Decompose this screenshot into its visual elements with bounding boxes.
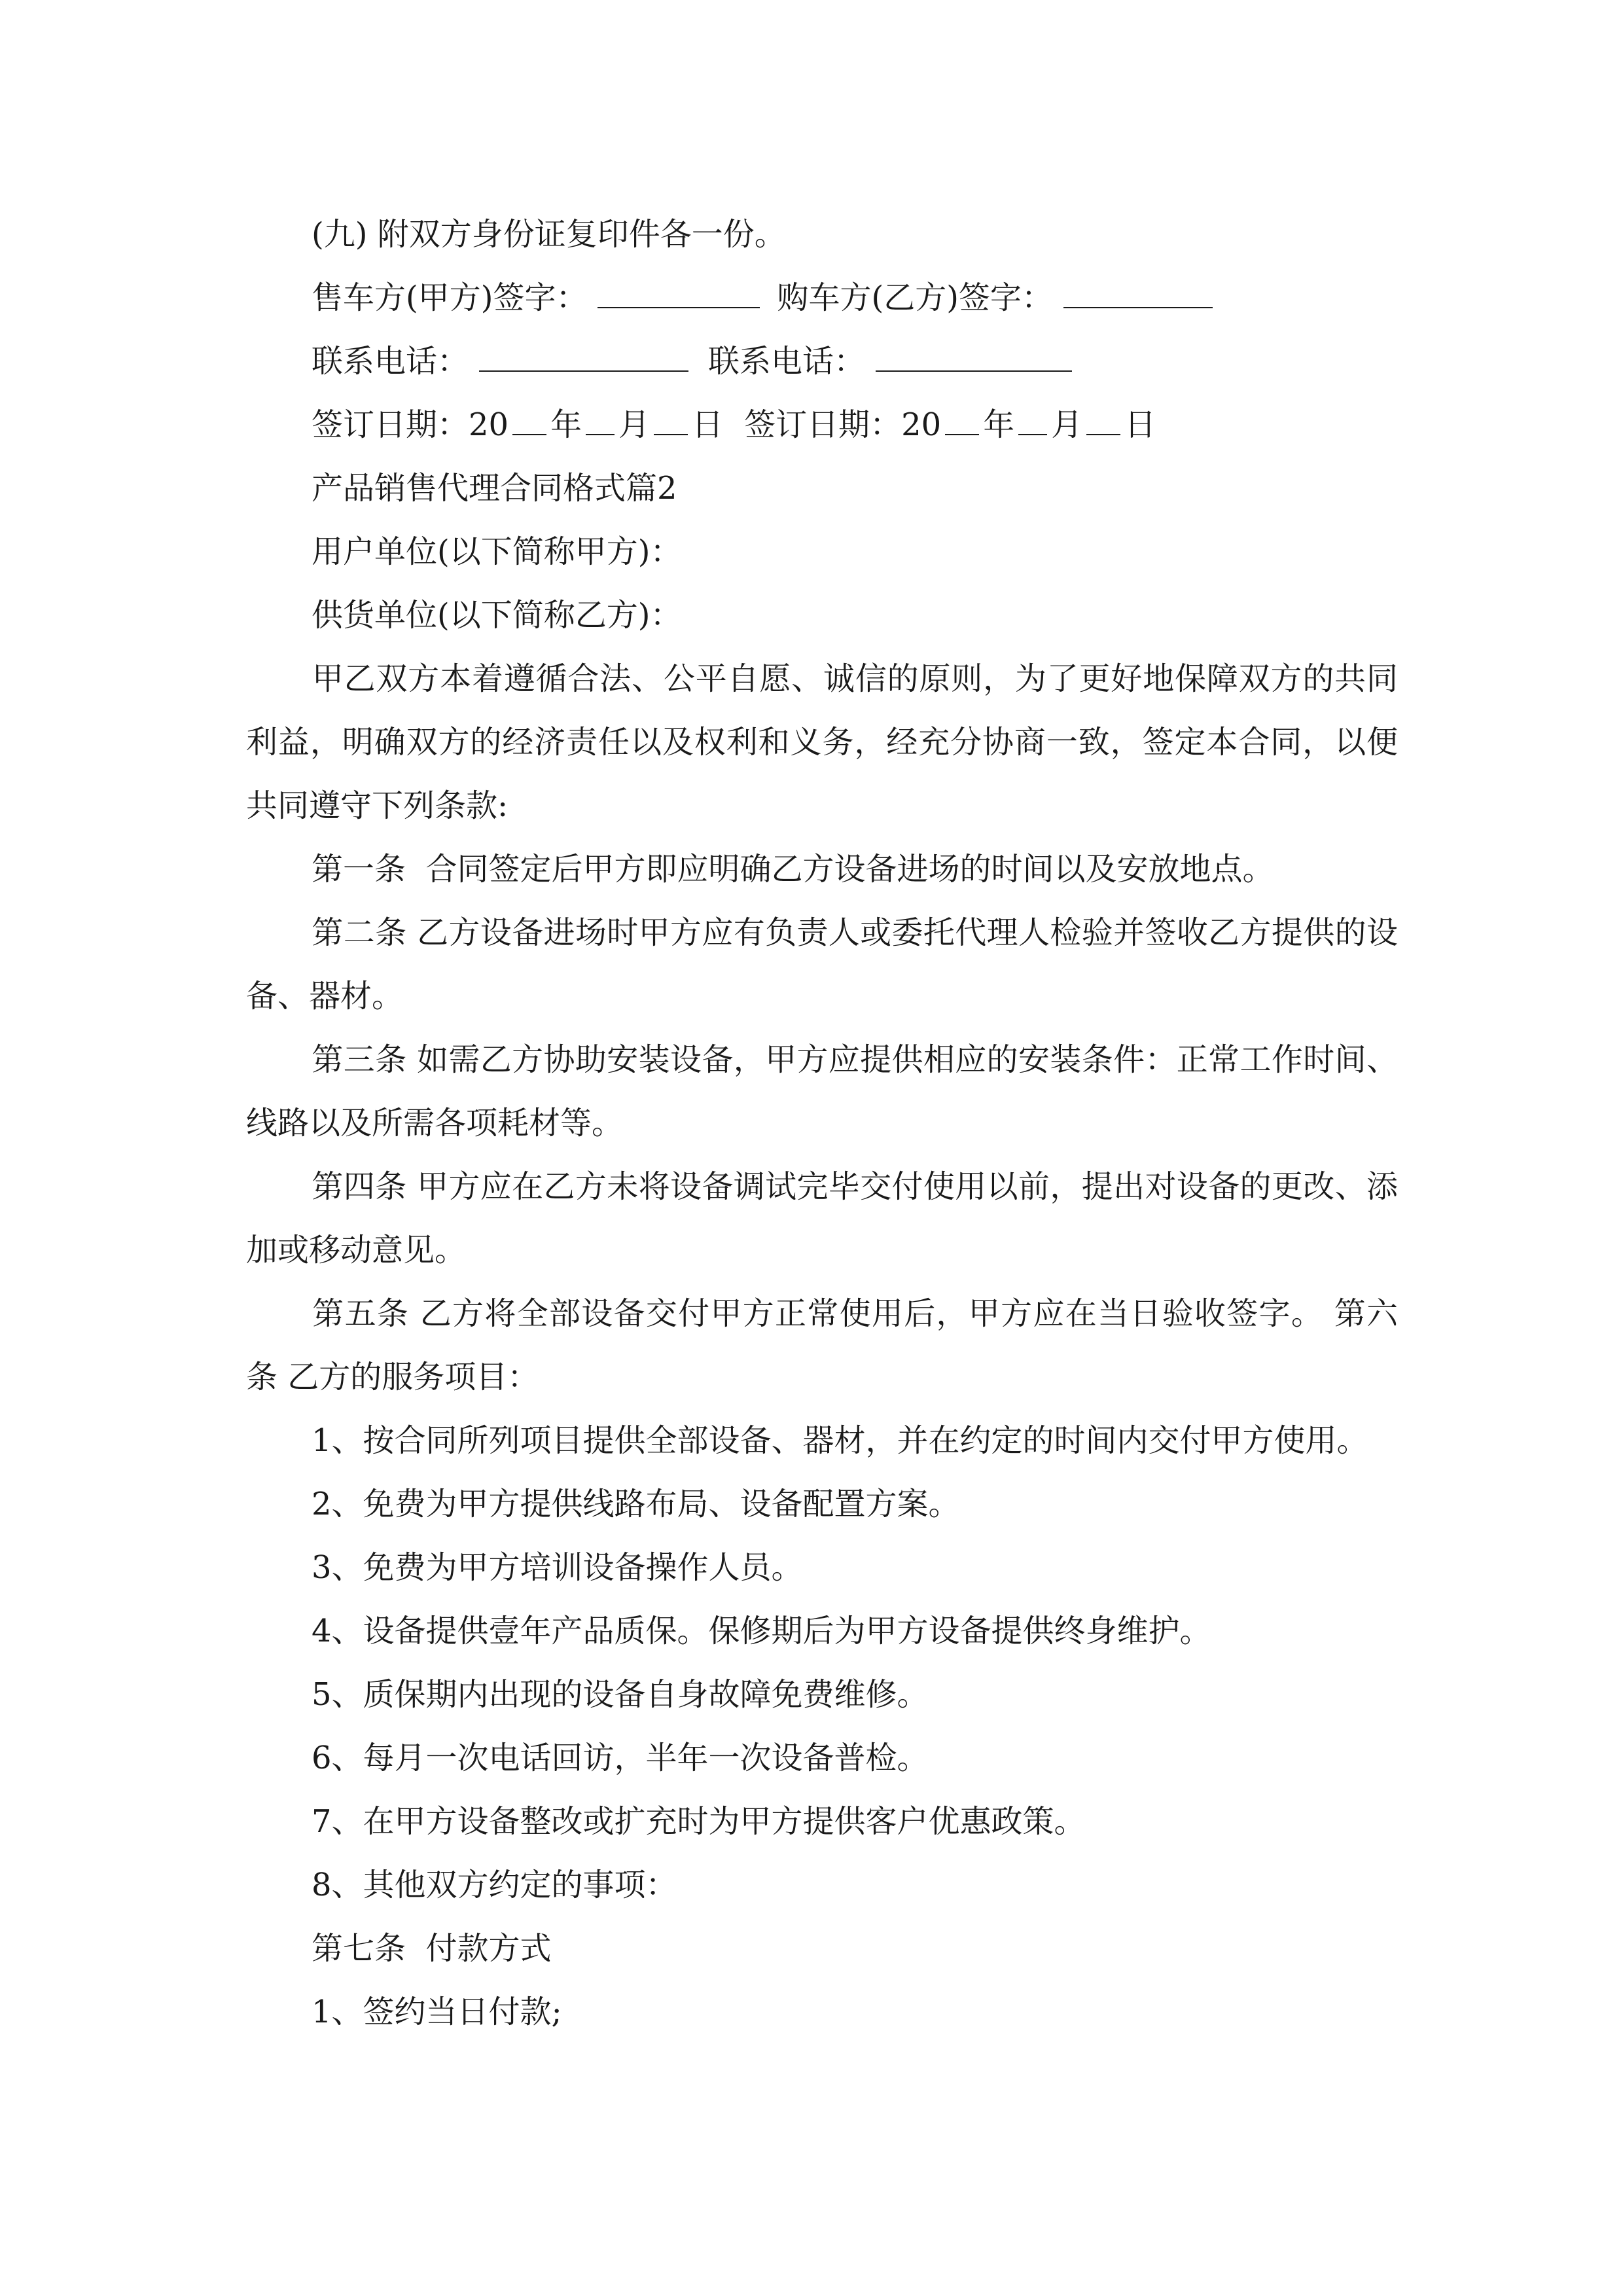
article-4 [246,1155,1398,1282]
date-month-blank-a[interactable] [586,409,615,435]
document-body [246,203,1398,2044]
phone-blank-a[interactable] [479,346,688,372]
buyer-sign-blank[interactable] [1063,282,1213,308]
article-5 [246,1282,1398,1409]
phone-line [246,330,1398,393]
date-line [246,393,1398,457]
user-unit-line: 用户单位(以下简称甲方)： [312,533,682,570]
service-item-7: 7、在甲方设备整改或扩充时为甲方提供客户优惠政策。 [312,1803,1086,1840]
signature-line [246,266,1398,330]
date-month-a: 月 [618,406,651,443]
date-day-b: 日 [1124,406,1156,443]
intro-text: 甲乙双方本着遵循合法、公平自愿、诚信的原则，为了更好地保障双方的共同利益，明确双方的经济责任以及权利和义务，经充分协商一致，签定本合同，以便共同遵守下列条款: [246,660,1398,824]
service-item-4: 4、设备提供壹年产品质保。保修期后为甲方设备提供终身维护。 [312,1613,1211,1649]
date-year-b: 年 [983,406,1015,443]
phone-blank-b[interactable] [876,346,1072,372]
seller-sign-blank[interactable] [597,282,760,308]
date-year-a: 年 [550,406,582,443]
service-item-8: 8、其他双方约定的事项： [312,1867,677,1903]
article-2 [246,901,1398,1028]
date-year-blank-b[interactable] [945,409,979,435]
seller-sign-label: 售车方(甲方)签字： [312,279,588,316]
article-1: 第一条 合同签定后甲方即应明确乙方设备进场的时间以及安放地点。 [312,851,1274,888]
contract-title: 产品销售代理合同格式篇2 [312,470,677,507]
article-5-text: 第五条 乙方将全部设备交付甲方正常使用后，甲方应在当日验收签字。 第六条 乙方的服务项目： [246,1295,1398,1395]
date-label-b: 签订日期：20 [744,406,942,443]
service-item-1: 1、按合同所列项目提供全部设备、器材，并在约定的时间内交付甲方使用。 [312,1422,1368,1459]
date-month-blank-b[interactable] [1018,409,1047,435]
buyer-sign-label: 购车方(乙方)签字： [777,279,1053,316]
phone-label-a: 联系电话： [312,343,469,380]
date-label-a: 签订日期：20 [312,406,509,443]
phone-label-b: 联系电话： [708,343,866,380]
service-item-2: 2、免费为甲方提供线路布局、设备配置方案。 [312,1486,960,1522]
intro-paragraph [246,647,1398,838]
attachment-line: (九) 附双方身份证复印件各一份。 [312,216,786,253]
service-item-3: 3、免费为甲方培训设备操作人员。 [312,1549,803,1586]
date-day-blank-a[interactable] [654,409,688,435]
date-day-a: 日 [692,406,724,443]
service-item-5: 5、质保期内出现的设备自身故障免费维修。 [312,1676,929,1713]
article-3-text: 第三条 如需乙方协助安装设备，甲方应提供相应的安装条件：正常工作时间、线路以及所需各项耗材等。 [246,1041,1398,1141]
article-7: 第七条 付款方式 [312,1930,552,1967]
date-day-blank-b[interactable] [1086,409,1120,435]
supplier-unit-line: 供货单位(以下简称乙方)： [312,597,682,634]
article-3 [246,1028,1398,1155]
payment-item-1: 1、签约当日付款; [312,1994,562,2030]
date-year-blank-a[interactable] [512,409,546,435]
date-month-b: 月 [1051,406,1083,443]
service-item-6: 6、每月一次电话回访，半年一次设备普检。 [312,1740,929,1776]
article-2-text: 第二条 乙方设备进场时甲方应有负责人或委托代理人检验并签收乙方提供的设备、器材。 [246,914,1398,1014]
article-4-text: 第四条 甲方应在乙方未将设备调试完毕交付使用以前，提出对设备的更改、添加或移动意见。 [246,1168,1398,1268]
